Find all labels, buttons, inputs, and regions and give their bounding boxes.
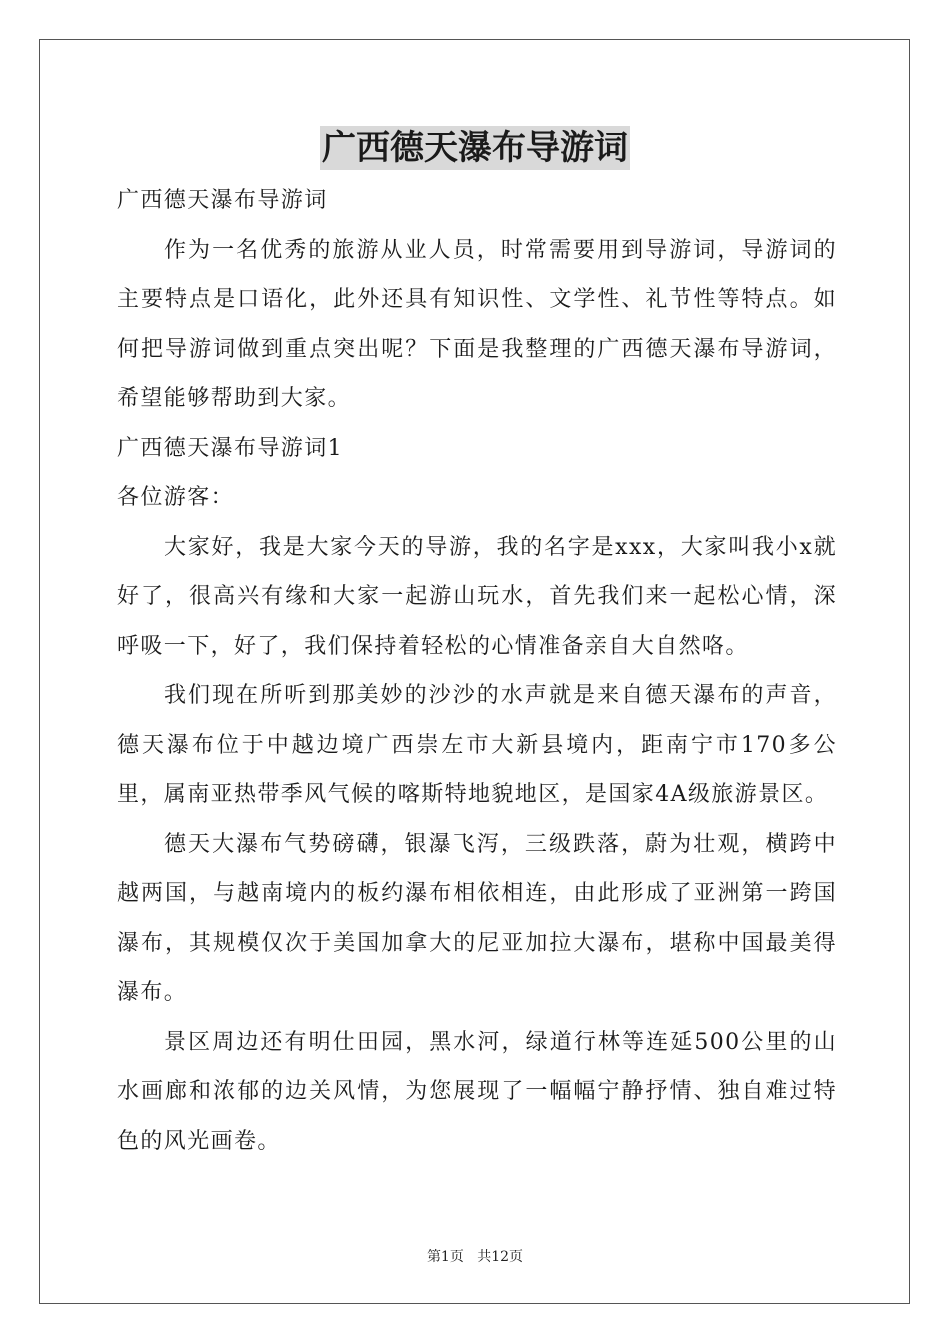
paragraph-location: 我们现在所听到那美妙的沙沙的水声就是来自德天瀑布的声音，德天瀑布位于中越边境广西崇左市大新县境内，距南宁市170多公里，属南亚热带季风气候的喀斯特地貌地区，是国家4A级旅游景区。 [117,683,837,807]
document-title: 广西德天瀑布导游词 [322,128,628,168]
paragraph-surroundings: 景区周边还有明仕田园，黑水河，绿道行林等连延500公里的山水画廊和浓郁的边关风情，为您展现了一幅幅宁静抒情、独自难过特色的风光画卷。 [117,1029,837,1154]
title-wrap [0,126,950,170]
paragraph-subtitle: 广西德天瀑布导游词 [117,188,328,213]
page-total: 共12页 [477,1249,524,1265]
page-number: 第1页 [426,1249,464,1265]
document-body [117,176,837,1166]
paragraph-section-heading: 广西德天瀑布导游词1 [117,435,343,461]
page-footer [0,1247,950,1267]
paragraph-intro: 作为一名优秀的旅游从业人员，时常需要用到导游词，导游词的主要特点是口语化，此外还具有知识性、文学性、礼节性等特点。如何把导游词做到重点突出呢？下面是我整理的广西德天瀑布导游词，希望能够帮助到大家。 [117,237,837,411]
paragraph-waterfall: 德天大瀑布气势磅礴，银瀑飞泻，三级跌落，蔚为壮观，横跨中越两国，与越南境内的板约瀑布相依相连，由此形成了亚洲第一跨国瀑布，其规模仅次于美国加拿大的尼亚加拉大瀑布，堪称中国最美得瀑布。 [117,831,837,1005]
paragraph-greeting: 各位游客： [117,485,235,510]
paragraph-welcome: 大家好，我是大家今天的导游，我的名字是xxx，大家叫我小x就好了，很高兴有缘和大家一起游山玩水，首先我们来一起松心情，深呼吸一下，好了，我们保持着轻松的心情准备亲自大自然咯。 [117,534,837,659]
